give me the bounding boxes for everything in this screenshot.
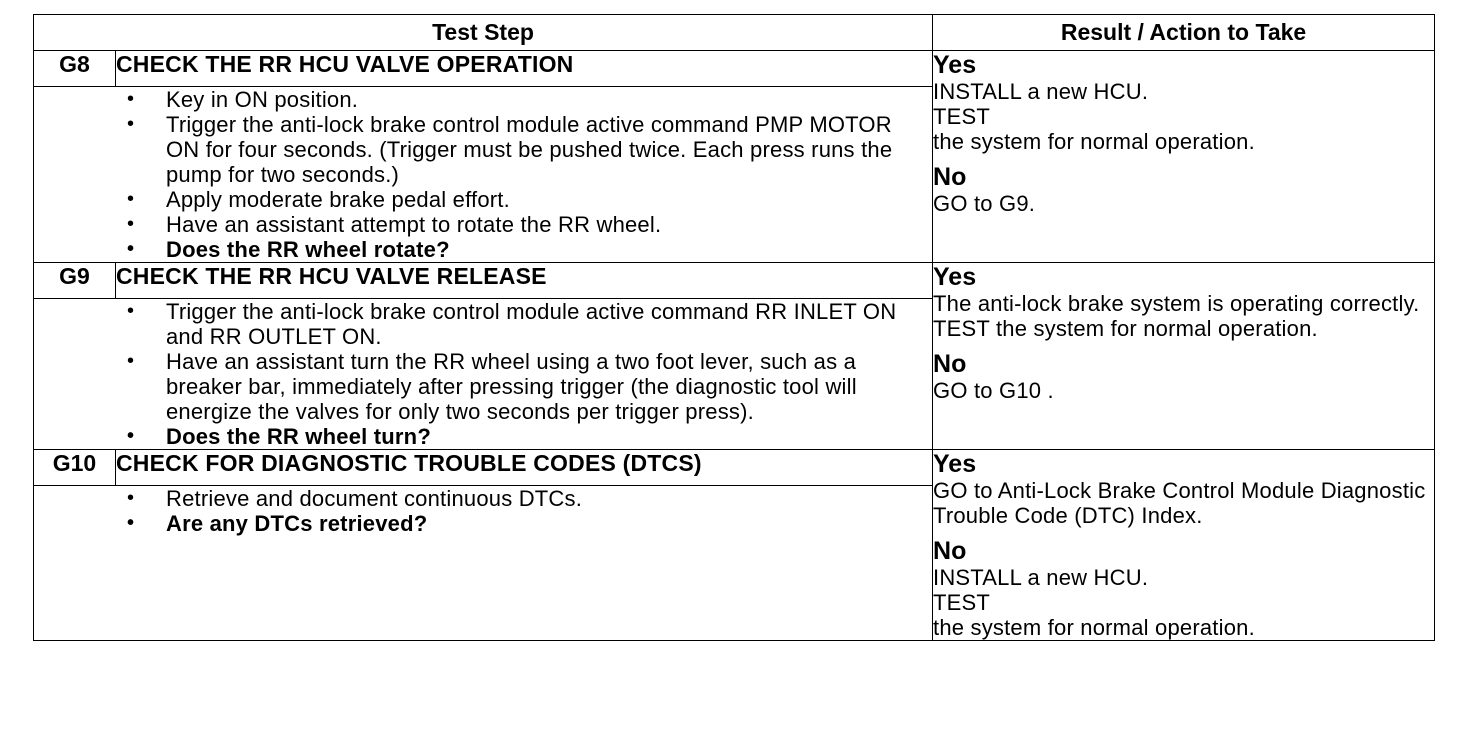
instruction-item: • Apply moderate brake pedal effort. — [127, 187, 510, 212]
bullet: • — [127, 512, 135, 534]
instruction-item: • Have an assistant turn the RR wheel using a two foot lever, such as a breaker bar, immediately after pressing trigger (the diagnostic tool will energize the valves for only two seconds per trigger press). — [127, 349, 857, 424]
step-title: CHECK THE RR HCU VALVE OPERATION — [116, 51, 933, 87]
step-title: CHECK THE RR HCU VALVE RELEASE — [116, 263, 933, 299]
header-row — [34, 15, 1435, 51]
yes-action: INSTALL a new HCU. — [933, 79, 1149, 104]
step-title: CHECK FOR DIAGNOSTIC TROUBLE CODES (DTCS) — [116, 450, 933, 486]
no-label: No — [933, 163, 967, 191]
bullet: • — [127, 238, 135, 260]
instruction-item: • Have an assistant attempt to rotate the RR wheel. — [127, 212, 662, 237]
no-action: TEST — [933, 590, 991, 615]
step-instructions — [34, 486, 933, 641]
step-instructions — [34, 87, 933, 263]
no-label: No — [933, 537, 967, 565]
bullet: • — [127, 88, 135, 110]
bullet: • — [127, 350, 135, 372]
no-action: GO to G10 . — [933, 378, 1054, 403]
step-title-row — [34, 51, 1435, 87]
step-number: G9 — [34, 263, 116, 299]
yes-label: Yes — [933, 51, 977, 79]
header-result-action: Result / Action to Take — [933, 15, 1435, 51]
question-item: • Does the RR wheel rotate? — [127, 237, 450, 262]
no-action: the system for normal operation. — [933, 615, 1255, 640]
yes-action: the system for normal operation. — [933, 129, 1255, 154]
step-title-row — [34, 450, 1435, 486]
instruction-item: • Key in ON position. — [127, 87, 359, 112]
no-action: GO to G9. — [933, 191, 1036, 216]
step-result — [933, 263, 1435, 450]
bullet: • — [127, 300, 135, 322]
instruction-item: • Retrieve and document continuous DTCs. — [127, 486, 583, 511]
bullet: • — [127, 113, 135, 135]
step-result — [933, 51, 1435, 263]
bullet: • — [127, 487, 135, 509]
question-item: • Does the RR wheel turn? — [127, 424, 431, 449]
instruction-item: • Trigger the anti-lock brake control module active command PMP MOTOR ON for four seconds. (Trigger must be pushed twice. Each press runs the pump for two seconds.) — [127, 112, 893, 187]
yes-action: TEST — [933, 104, 991, 129]
yes-label: Yes — [933, 450, 977, 478]
instruction-item: • Trigger the anti-lock brake control module active command RR INLET ON and RR OUTLET ON. — [127, 299, 897, 349]
no-action: INSTALL a new HCU. — [933, 565, 1149, 590]
bullet: • — [127, 425, 135, 447]
step-number: G8 — [34, 51, 116, 87]
question-item: • Are any DTCs retrieved? — [127, 511, 428, 536]
no-label: No — [933, 350, 967, 378]
yes-action: The anti-lock brake system is operating correctly. TEST the system for normal operation. — [933, 291, 1420, 341]
diagnostic-table — [33, 14, 1435, 641]
step-title-row — [34, 263, 1435, 299]
yes-label: Yes — [933, 263, 977, 291]
header-test-step: Test Step — [34, 15, 933, 51]
bullet: • — [127, 213, 135, 235]
yes-action: GO to Anti-Lock Brake Control Module Diagnostic Trouble Code (DTC) Index. — [933, 478, 1426, 528]
step-instructions — [34, 299, 933, 450]
step-number: G10 — [34, 450, 116, 486]
step-result — [933, 450, 1435, 641]
bullet: • — [127, 188, 135, 210]
